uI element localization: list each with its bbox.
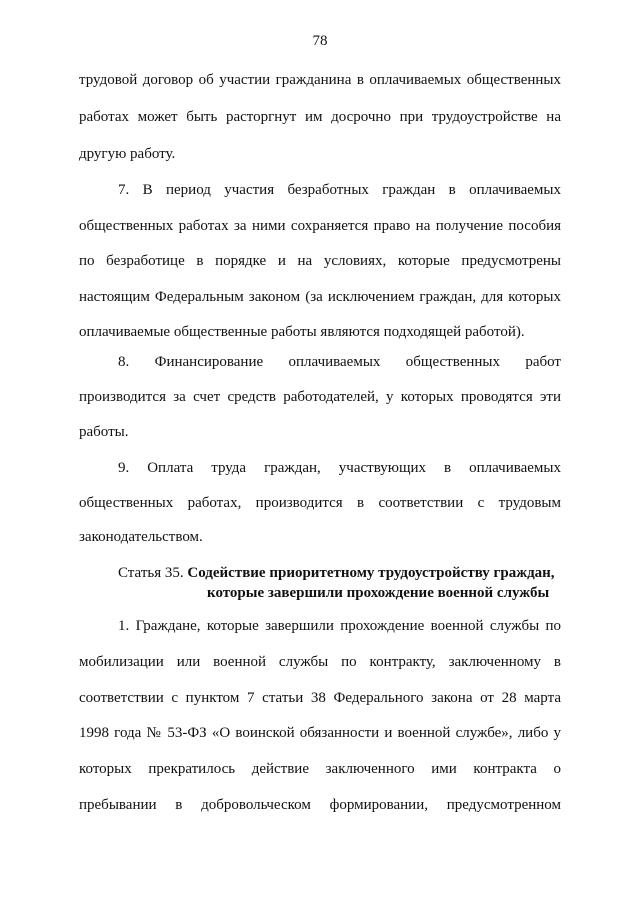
paragraph-line: законодательством.	[79, 529, 203, 545]
paragraph-line: мобилизации или военной службы по контракту, заключенному в	[79, 654, 561, 670]
article-title-line2: которые завершили прохождение военной службы	[207, 585, 550, 601]
paragraph-line: пребывании в добровольческом формировании, предусмотренном	[79, 797, 561, 813]
paragraph-line: 8. Финансирование оплачиваемых общественных работ	[118, 354, 561, 370]
paragraph-line: работы.	[79, 424, 129, 440]
paragraph-line: 1998 года № 53-ФЗ «О воинской обязанности и военной службе», либо у	[79, 725, 561, 741]
paragraph-line: которых прекратилось действие заключенного ими контракта о	[79, 761, 561, 777]
paragraph-line: другую работу.	[79, 146, 176, 162]
page-number: 78	[312, 33, 328, 49]
paragraph-line: общественных работах, производится в соответствии с трудовым	[79, 495, 561, 511]
paragraph-line: общественных работах за ними сохраняется право на получение пособия	[79, 218, 561, 234]
paragraph-line: по безработице в порядке и на условиях, которые предусмотрены	[79, 253, 561, 269]
paragraph-line: трудовой договор об участии гражданина в оплачиваемых общественных	[79, 72, 561, 88]
paragraph-line: оплачиваемые общественные работы являются подходящей работой).	[79, 324, 525, 340]
paragraph-line: работах может быть расторгнут им досрочно при трудоустройстве на	[79, 109, 561, 125]
paragraph-line: соответствии с пунктом 7 статьи 38 Федерального закона от 28 марта	[79, 690, 561, 706]
paragraph-line: производится за счет средств работодателей, у которых проводятся эти	[79, 389, 561, 405]
article-heading	[118, 563, 555, 583]
paragraph-line: 7. В период участия безработных граждан в оплачиваемых	[118, 182, 561, 198]
paragraph-line: 1. Граждане, которые завершили прохождение военной службы по	[118, 618, 561, 634]
article-title-line1: Содействие приоритетному трудоустройству граждан,	[187, 565, 555, 581]
article-label: Статья 35.	[118, 565, 184, 581]
paragraph-line: настоящим Федеральным законом (за исключением граждан, для которых	[79, 289, 561, 305]
paragraph-line: 9. Оплата труда граждан, участвующих в оплачиваемых	[118, 460, 561, 476]
